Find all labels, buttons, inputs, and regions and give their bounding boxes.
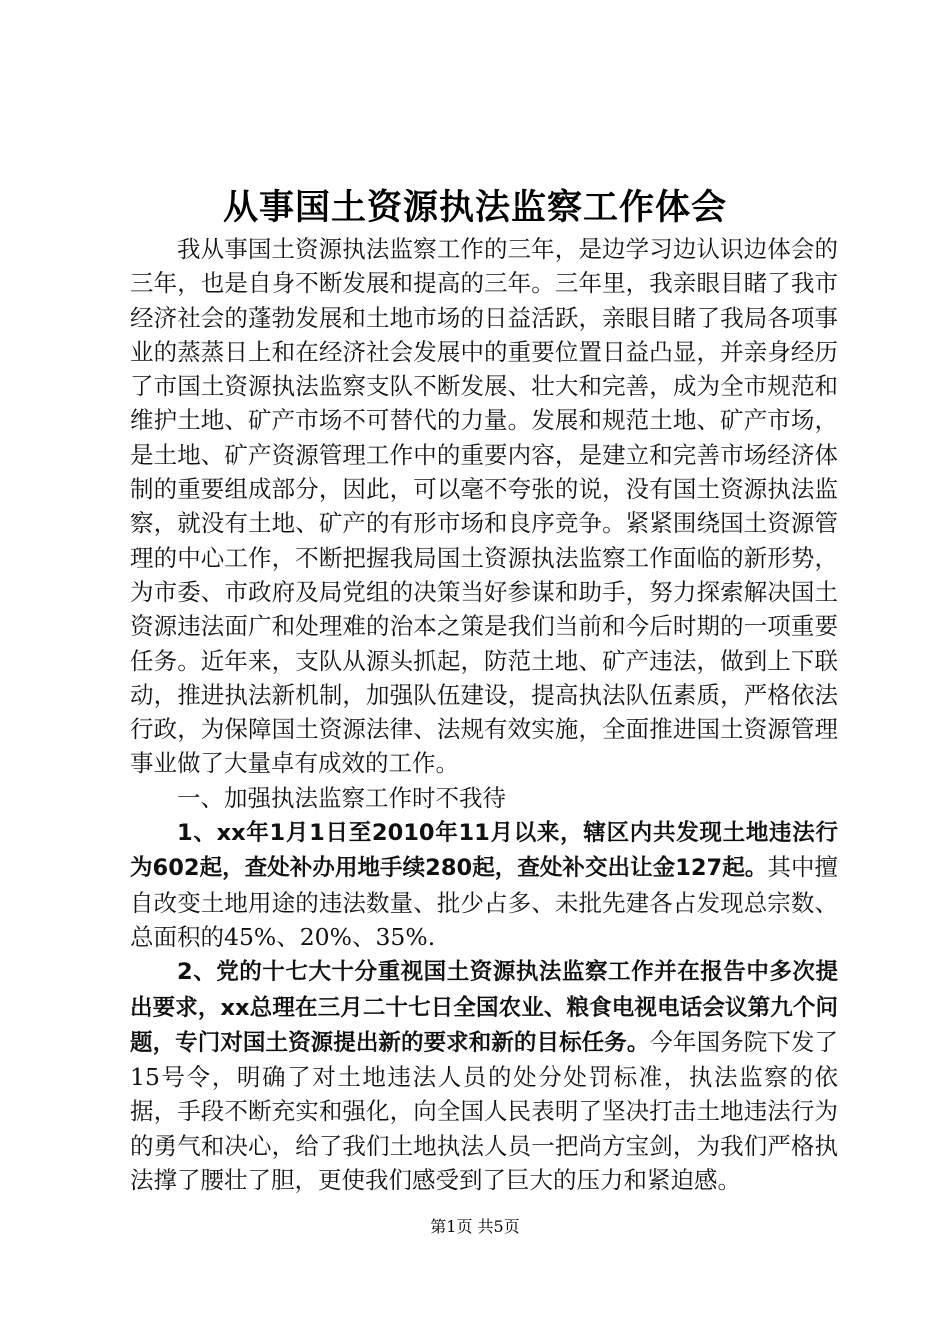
item-1-bold-text: 1、xx年1月1日至2010年11月以来，辖区内共发现土地违法行为602起，查处补办用地手续280起，查处补交出让金127起。 [130, 820, 838, 882]
document-title: 从事国土资源执法监察工作体会 [222, 187, 727, 228]
item-2-paragraph [130, 954, 838, 1197]
section-heading: 一、加强执法监察工作时不我待 [177, 783, 506, 812]
item-1-text: 其中擅自改变土地用途的违法数量、批少占多、未批先建各占发现总宗数、总面积的45%、20%、35%. [130, 853, 839, 951]
item-2-text: 今年国务院下发了15号令，明确了对土地违法人员的处分处罚标准，执法监察的依据，手段不断充实和强化，向全国人民表明了坚决打击土地违法行为的勇气和决心，给了我们土地执法人员一把尚方宝剑，为我们严格执法撑了腰壮了胆，更使我们感受到了巨大的压力和紧迫感。 [130, 1027, 838, 1195]
document-body [130, 232, 838, 1197]
item-2-bold-text: 2、党的十七大十分重视国土资源执法监察工作并在报告中多次提出要求，xx总理在三月二十七日全国农业、粮食电视电话会议第九个问题，专门对国土资源提出新的要求和新的目标任务。 [130, 959, 838, 1056]
page-footer: 第1页 共5页 [430, 1217, 520, 1236]
item-1-paragraph [130, 815, 838, 954]
intro-paragraph: 我从事国土资源执法监察工作的三年，是边学习边认识边体会的三年，也是自身不断发展和提高的三年。三年里，我亲眼目睹了我市经济社会的蓬勃发展和土地市场的日益活跃，亲眼目睹了我局各项事业的蒸蒸日上和在经济社会发展中的重要位置日益凸显，并亲身经历了市国土资源执法监察支队不断发展、壮大和完善，成为全市规范和维护土地、矿产市场不可替代的力量。发展和规范土地、矿产市场，是土地、矿产资源管理工作中的重要内容，是建立和完善市场经济体制的重要组成部分，因此，可以毫不夸张的说，没有国土资源执法监察，就没有土地、矿产的有形市场和良序竞争。紧紧围绕国土资源管理的中心工作，不断把握我局国土资源执法监察工作面临的新形势，为市委、市政府及局党组的决策当好参谋和助手，努力探索解决国土资源违法面广和处理难的治本之策是我们当前和今后时期的一项重要任务。近年来，支队从源头抓起，防范土地、矿产违法，做到上下联动，推进执法新机制，加强队伍建设，提高执法队伍素质，严格依法行政，为保障国土资源法律、法规有效实施，全面推进国土资源管理事业做了大量卓有成效的工作。 [130, 235, 838, 778]
